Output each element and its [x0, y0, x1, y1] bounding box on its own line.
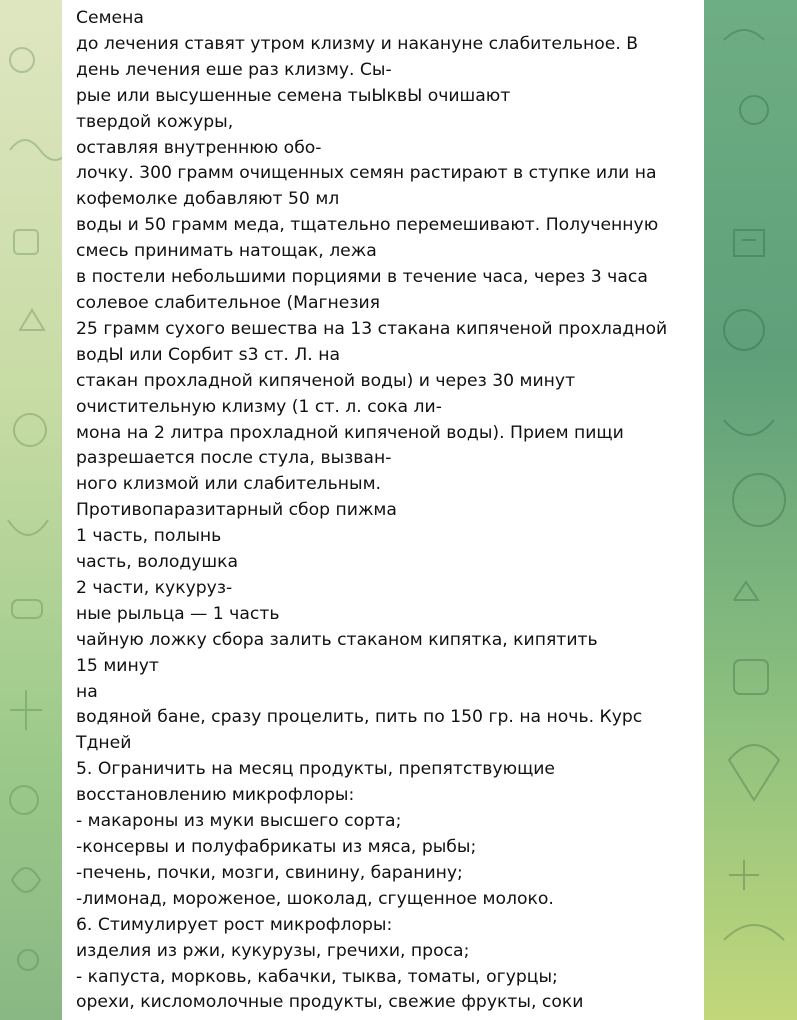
message-line: до лечения ставят утром клизму и накануне слабительное. В	[76, 33, 639, 54]
message-line: чайную ложку сбора залить стаканом кипятка, кипятить	[76, 629, 598, 650]
message-line: 15 минут	[76, 655, 159, 676]
message-line: изделия из ржи, кукурузы, гречихи, проса;	[76, 940, 470, 961]
message-line: ного клизмой или слабительным.	[76, 474, 382, 495]
message-line: кофемолке добавляют 50 мл	[76, 189, 340, 210]
message-line: орехи, кисломолочные продукты, свежие фрукты, соки	[76, 992, 584, 1013]
message-line: - капуста, морковь, кабачки, тыква, томаты, огурцы;	[76, 966, 558, 987]
message-line: день лечения еше раз клизму. Сы-	[76, 59, 392, 80]
message-line: оставляя внутреннюю обо-	[76, 137, 322, 158]
message-line: Тдней	[76, 733, 132, 754]
message-line: лочку. 300 грамм очищенных семян растирают в ступке или на	[76, 163, 657, 184]
message-line: мона на 2 литра прохладной кипяченой воды). Прием пищи	[76, 422, 624, 443]
message-line: -печень, почки, мозги, свинину, баранину;	[76, 862, 463, 883]
message-line: часть, володушка	[76, 552, 239, 573]
message-line: водЫ или Сорбит s3 ст. Л. на	[76, 344, 340, 365]
message-line: очистительную клизму (1 ст. л. сока ли-	[76, 396, 442, 417]
doodle-pattern-icon	[704, 0, 797, 1020]
message-line: Семена	[76, 8, 144, 28]
message-line: Противопаразитарный сбор пижма	[76, 500, 397, 521]
message-bubble[interactable]	[62, 0, 704, 1020]
message-line: солевое слабительное (Магнезия	[76, 292, 380, 313]
message-line: водяной бане, сразу процелить, пить по 150 гр. на ночь. Курс	[76, 707, 643, 728]
message-line: на	[76, 681, 98, 702]
message-line: -консервы и полуфабрикаты из мяса, рыбы;	[76, 837, 477, 857]
message-line: -лимонад, мороженое, шоколад, сгущенное молоко.	[76, 888, 554, 909]
doodle-pattern-icon	[0, 0, 62, 1020]
wallpaper-left-strip	[0, 0, 62, 1020]
message-line: 6. Стимулирует рост микрофлоры:	[76, 914, 393, 935]
message-line: твердой кожуры,	[76, 111, 234, 132]
wallpaper-right-strip	[704, 0, 797, 1020]
message-line: воды и 50 грамм меда, тщательно перемешивают. Полученную	[76, 215, 659, 236]
message-text	[76, 6, 704, 1016]
message-line: 5. Ограничить на месяц продукты, препятствующие	[76, 759, 556, 780]
message-line: стакан прохладной кипяченой воды) и через 30 минут	[76, 370, 576, 391]
message-line: разрешается после стула, вызван-	[76, 448, 392, 469]
message-line: 2 части, кукуруз-	[76, 577, 233, 598]
message-line: рые или высушенные семена тыЫквЫ очишают	[76, 85, 511, 106]
message-line: восстановлению микрофлоры:	[76, 785, 355, 806]
message-line: 1 часть, полынь	[76, 526, 222, 547]
message-line: смесь принимать натощак, лежа	[76, 241, 377, 262]
message-line: 25 грамм сухого вешества на 13 стакана кипяченой прохладной	[76, 318, 668, 339]
message-line: - макароны из муки высшего сорта;	[76, 811, 402, 832]
message-line: в постели небольшими порциями в течение часа, через 3 часа	[76, 267, 648, 288]
message-line: ные рыльца — 1 часть	[76, 603, 280, 624]
